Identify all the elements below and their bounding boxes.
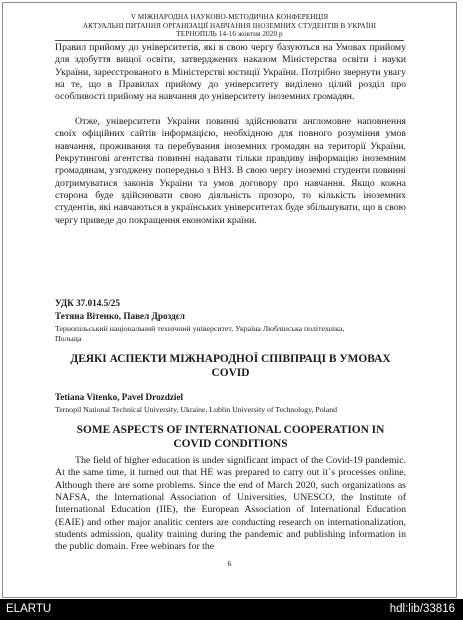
body-paragraph-2: Отже, університети України повинні здійснювати англомовне наповнення своїх офіційних сайтів інформацією, необхідною для повного розуміння умов навчання, проживання та перебування іноземних громадян на території України. Рекрутингові агентства повинні надавати тільки правдиву інформацію іноземним громадянам, узгоджену попередньо з ВНЗ. В свою чергу іноземні студенти повинні дотримуватися законів України та умов договору про навчання. Якщо кожна сторона буде здійснювати свою діяльність прозоро, то кількість іноземних студентів, які навчаються в українських університетах буде збільшувати, що в свою чергу приведе до покращення економіки країни. <box>55 116 406 226</box>
title-english-line-1: SOME ASPECTS OF INTERNATIONAL COOPERATION IN <box>76 424 385 436</box>
conference-header-line-2: АКТУАЛЬНІ ПИТАННЯ ОРГАНІЗАЦІЇ НАВЧАННЯ ІНОЗЕМНИХ СТУДЕНТІВ В УКРАЇНІ <box>82 21 377 30</box>
footer-bar <box>0 599 463 620</box>
title-ukrainian-line-2: COVID <box>211 367 250 379</box>
affiliation-ukrainian-line-1: Тернопільський національний технічний університет, Україна Люблінська політехніка, <box>55 324 345 333</box>
authors-english: Tetiana Vitenko, Pavel Drozdziel <box>55 392 184 402</box>
body-paragraph-1: Правил прийому до університетів, які в свою чергу базуються на Умовах прийому для здобуття вищої освіти, затверджених наказом Міністерства освіти і науки України, зареєстрованого в Міністерстві юстиції України. Потрібно звернути увагу на те, що в Правилах прийому до університету виділено цілий розділ про особливості прийому на навчання до університету іноземних громадян. <box>55 42 406 103</box>
affiliation-ukrainian-line-2: Польща <box>55 334 82 343</box>
header-divider <box>55 40 404 41</box>
affiliation-english: Ternopil National Technical University, Ukraine, Lublin University of Technology, Poland <box>55 405 338 414</box>
footer-handle-link[interactable]: hdl:lib/33816 <box>389 603 455 615</box>
udc-code: УДК 37.014.5/25 <box>55 298 120 308</box>
title-ukrainian-line-1: ДЕЯКІ АСПЕКТИ МІЖНАРОДНОЇ СПІВПРАЦІ В УМОВАХ <box>70 353 391 365</box>
conference-header-line-3: ТЕРНОПІЛЬ 14-16 жовтня 2020 р <box>176 30 283 38</box>
title-english-line-2: COVID CONDITIONS <box>173 438 288 450</box>
body-paragraph-english: The field of higher education is under significant impact of the Covid-19 pandemic. At the same time, it turned out that HE was prepared to carry out it`s processes online. Although there are some problems. Since the end of March 2020, such organizations as NAFSA, the International Association of Universities, UNESCO, the Institute of International Education (IIE), the European Association of International Education (EAIE) and other major analitic centers are conducting research on internationalization, students admission, quality training during the pandemic and publishing information in the public domain. Free webinars for the <box>55 455 406 553</box>
document-page <box>2 2 457 598</box>
authors-ukrainian: Тетяна Вітенко, Павел Дроздєл <box>55 311 185 321</box>
page-number: 6 <box>227 559 232 568</box>
conference-header-line-1: V МІЖНАРОДНА НАУКОВО-МЕТОДИЧНА КОНФЕРЕНЦІЯ <box>130 13 329 21</box>
footer-repository-name: ELARTU <box>6 603 52 615</box>
